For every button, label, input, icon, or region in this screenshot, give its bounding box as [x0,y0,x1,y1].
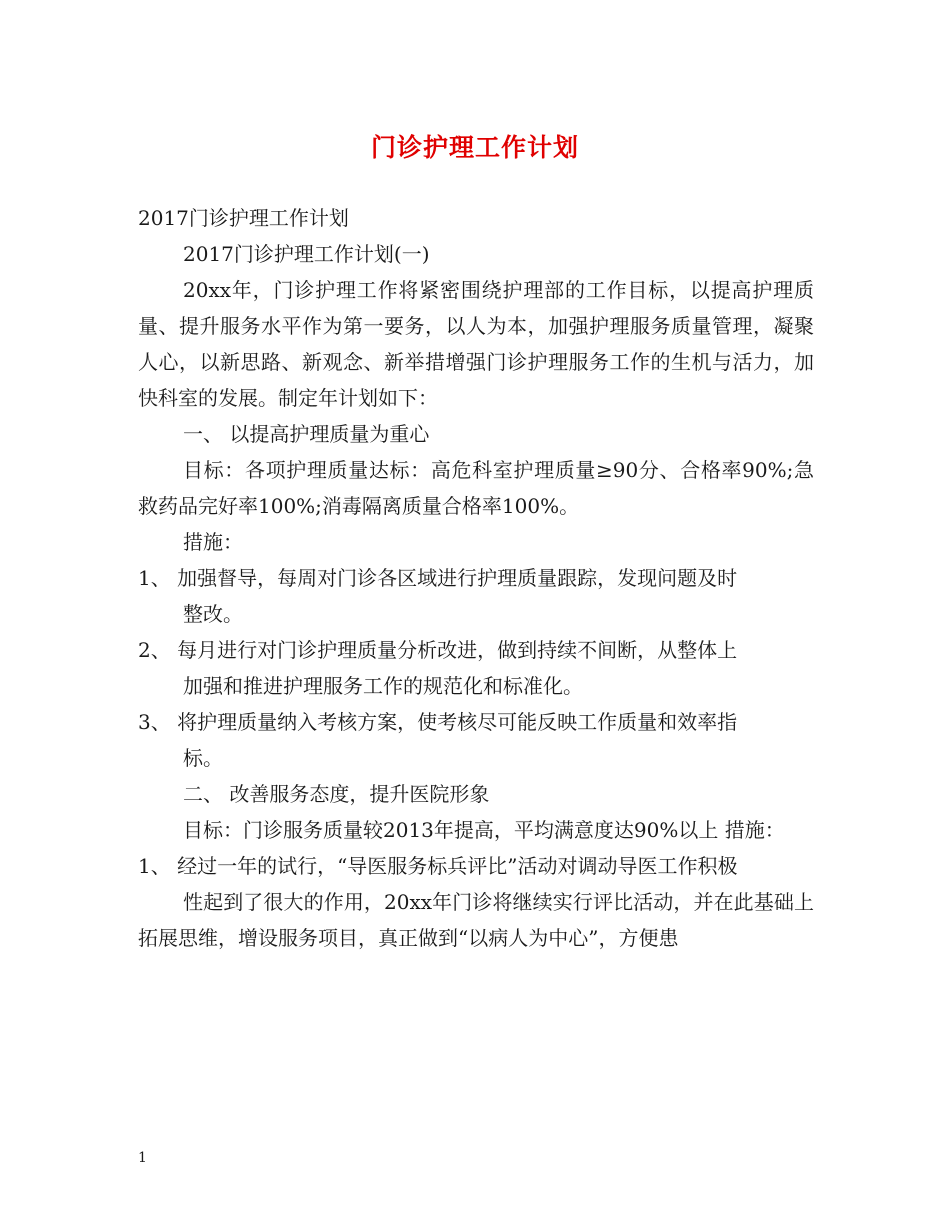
measure-1-line-1: 1、 加强督导，每周对门诊各区域进行护理质量跟踪，发现问题及时 [138,566,738,590]
measure-3-line-1: 3、 将护理质量纳入考核方案，使考核尽可能反映工作质量和效率指 [138,710,738,734]
document-title: 门诊护理工作计划 [370,133,579,162]
doc-subheading: 2017门诊护理工作计划(一) [183,242,430,266]
measure-1-line-2: 整改。 [183,602,243,626]
section-2-goal: 目标：门诊服务质量较2013年提高，平均满意度达90%以上 措施： [183,818,785,842]
section-heading-2: 二、 改善服务态度，提升医院形象 [183,782,490,806]
measure-2-line-2: 加强和推进护理服务工作的规范化和标准化。 [183,674,583,698]
section-2-measure-1-line-2: 性起到了很大的作用，20xx年门诊将继续实行评比活动，并在此基础上拓展思维，增设服务项目，真正做到“以病人为中心”，方便患 [138,890,814,950]
page-number: 1 [138,1150,147,1166]
measures-label: 措施： [183,530,243,554]
section-heading-1: 一、 以提高护理质量为重心 [183,422,430,446]
section-2-measure-1-line-1: 1、 经过一年的试行，“导医服务标兵评比”活动对调动导医工作积极 [138,854,738,878]
document-body [138,200,814,956]
measure-2-line-1: 2、 每月进行对门诊护理质量分析改进，做到持续不间断，从整体上 [138,638,738,662]
measure-3-line-2: 标。 [183,746,223,770]
section-1-goal: 目标：各项护理质量达标：高危科室护理质量≥90分、合格率90%;急救药品完好率100%;消毒隔离质量合格率100%。 [138,458,814,518]
intro-paragraph: 20xx年，门诊护理工作将紧密围绕护理部的工作目标，以提高护理质量、提升服务水平作为第一要务，以人为本，加强护理服务质量管理，凝聚人心，以新思路、新观念、新举措增强门诊护理服务工作的生机与活力，加快科室的发展。制定年计划如下： [138,278,814,410]
doc-heading: 2017门诊护理工作计划 [138,206,349,230]
